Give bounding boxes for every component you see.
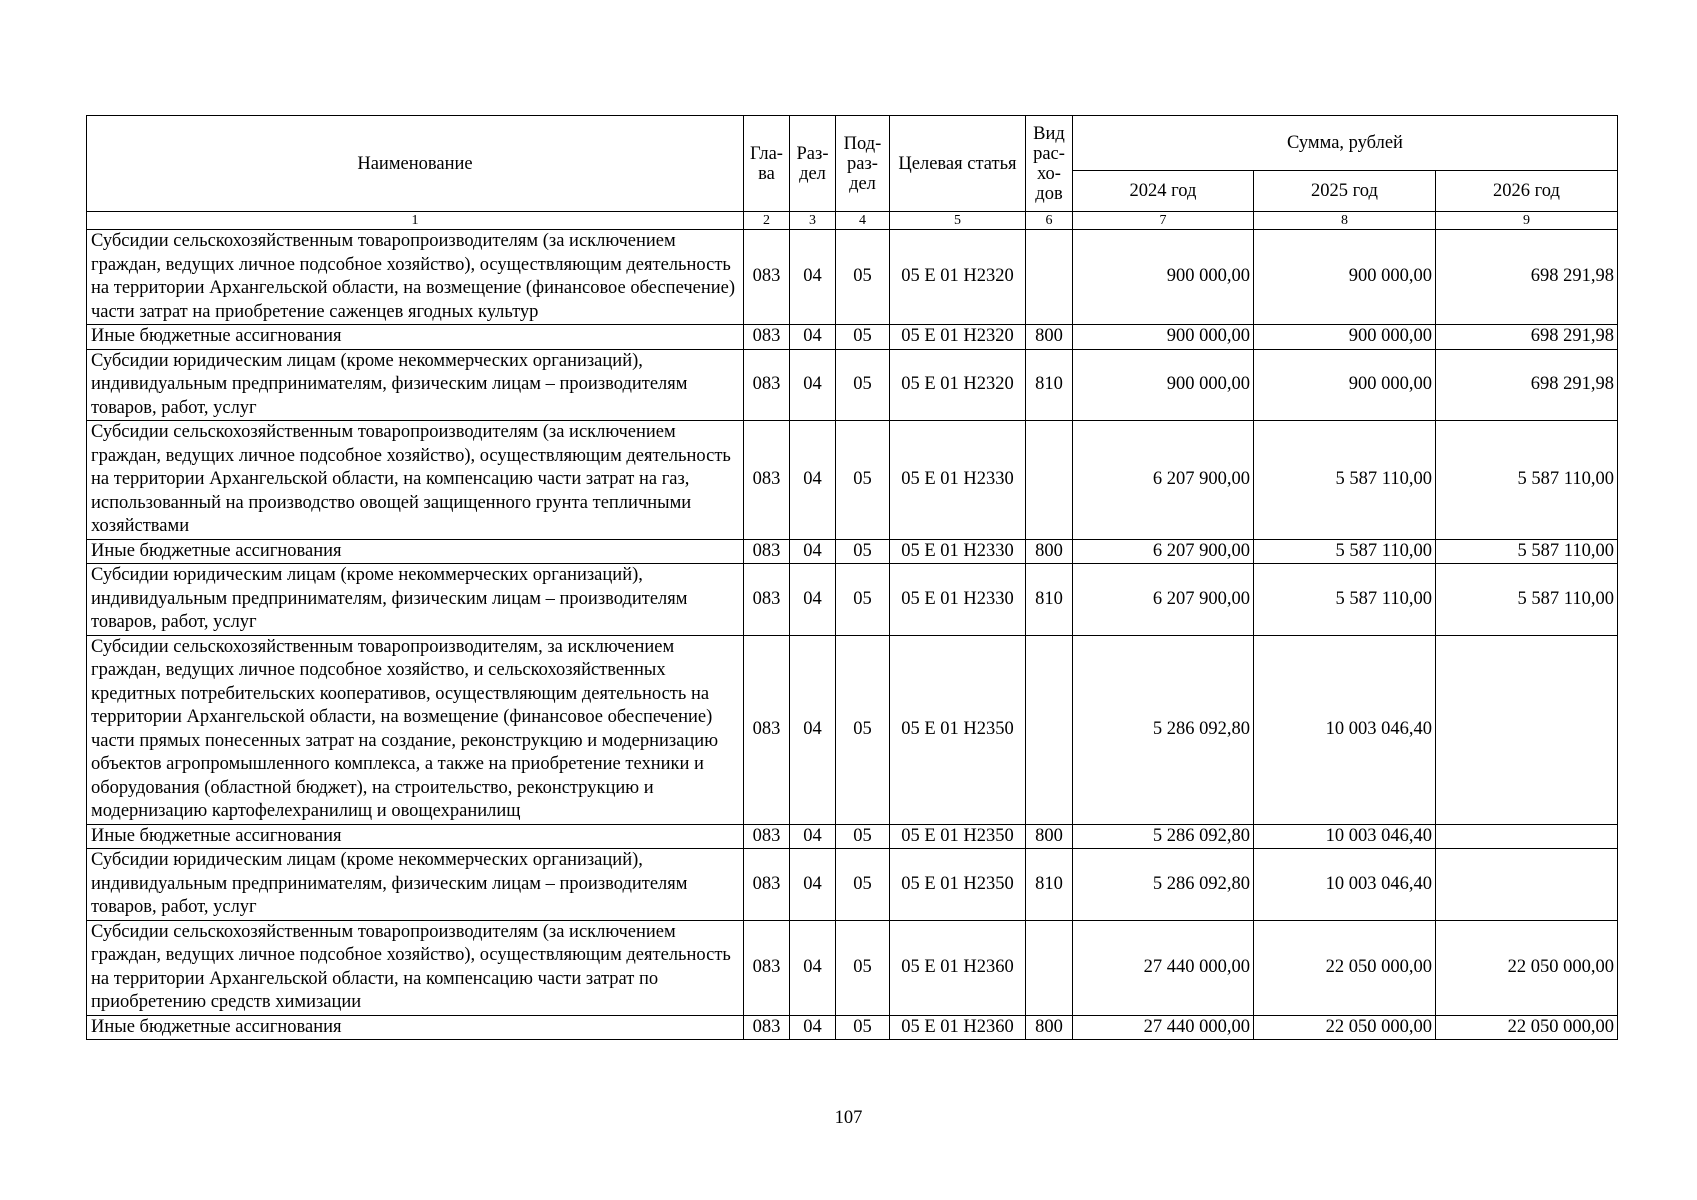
row-podrazdel: 05 bbox=[836, 635, 890, 824]
row-razdel: 04 bbox=[790, 1015, 836, 1040]
table-row bbox=[87, 325, 1618, 350]
row-name: Субсидии сельскохозяйственным товаропроизводителям, за исключением граждан, ведущих личное подсобное хозяйство, и сельскохозяйственных кредитных потребительских кооперативов, осуществляющим деятельность на территории Архангельской области, на возмещение (финансовое обеспечение) части прямых понесенных затрат на создание, реконструкцию и модернизацию объектов агропромышленного комплекса, а также на приобретение техники и оборудования (областной бюджет), на строительство, реконструкцию и модернизацию картофелехранилищ и овощехранилищ bbox=[87, 635, 744, 824]
row-vid-rashodov: 800 bbox=[1026, 325, 1073, 350]
row-name: Субсидии сельскохозяйственным товаропроизводителям (за исключением граждан, ведущих личное подсобное хозяйство), осуществляющим деятельность на территории Архангельской области, на компенсацию части затрат по приобретению средств химизации bbox=[87, 920, 744, 1015]
row-glava: 083 bbox=[744, 230, 790, 325]
table-body bbox=[87, 230, 1618, 1040]
row-amount-2024: 6 207 900,00 bbox=[1073, 564, 1254, 636]
row-amount-2025: 22 050 000,00 bbox=[1254, 1015, 1436, 1040]
column-number: 6 bbox=[1026, 212, 1073, 230]
row-glava: 083 bbox=[744, 564, 790, 636]
row-amount-2026: 698 291,98 bbox=[1436, 325, 1618, 350]
row-celevaya-statya: 05 Е 01 Н2330 bbox=[890, 539, 1026, 564]
row-podrazdel: 05 bbox=[836, 849, 890, 921]
row-amount-2025: 5 587 110,00 bbox=[1254, 564, 1436, 636]
row-amount-2026 bbox=[1436, 635, 1618, 824]
row-glava: 083 bbox=[744, 1015, 790, 1040]
row-name: Субсидии юридическим лицам (кроме некоммерческих организаций), индивидуальным предпринимателям, физическим лицам – производителям товаров, работ, услуг bbox=[87, 349, 744, 421]
row-podrazdel: 05 bbox=[836, 230, 890, 325]
row-name: Субсидии юридическим лицам (кроме некоммерческих организаций), индивидуальным предпринимателям, физическим лицам – производителям товаров, работ, услуг bbox=[87, 849, 744, 921]
row-glava: 083 bbox=[744, 421, 790, 540]
row-amount-2026: 22 050 000,00 bbox=[1436, 920, 1618, 1015]
row-glava: 083 bbox=[744, 849, 790, 921]
row-razdel: 04 bbox=[790, 349, 836, 421]
budget-table bbox=[86, 115, 1618, 1040]
table-header bbox=[87, 116, 1618, 230]
row-amount-2025: 5 587 110,00 bbox=[1254, 539, 1436, 564]
row-glava: 083 bbox=[744, 824, 790, 849]
header-podrazdel: Под-раз-дел bbox=[836, 116, 890, 212]
row-podrazdel: 05 bbox=[836, 421, 890, 540]
row-amount-2025: 900 000,00 bbox=[1254, 230, 1436, 325]
row-amount-2024: 5 286 092,80 bbox=[1073, 635, 1254, 824]
row-amount-2026 bbox=[1436, 824, 1618, 849]
row-vid-rashodov: 800 bbox=[1026, 824, 1073, 849]
row-amount-2024: 5 286 092,80 bbox=[1073, 824, 1254, 849]
row-name: Иные бюджетные ассигнования bbox=[87, 1015, 744, 1040]
table-row bbox=[87, 635, 1618, 824]
row-amount-2026: 5 587 110,00 bbox=[1436, 539, 1618, 564]
row-razdel: 04 bbox=[790, 325, 836, 350]
row-podrazdel: 05 bbox=[836, 349, 890, 421]
row-amount-2026: 698 291,98 bbox=[1436, 230, 1618, 325]
table-row bbox=[87, 539, 1618, 564]
row-celevaya-statya: 05 Е 01 Н2320 bbox=[890, 325, 1026, 350]
row-celevaya-statya: 05 Е 01 Н2350 bbox=[890, 824, 1026, 849]
row-vid-rashodov bbox=[1026, 421, 1073, 540]
header-celevaya-statya: Целевая статья bbox=[890, 116, 1026, 212]
row-amount-2026: 5 587 110,00 bbox=[1436, 421, 1618, 540]
row-amount-2024: 900 000,00 bbox=[1073, 230, 1254, 325]
header-year-2025: 2025 год bbox=[1254, 171, 1436, 212]
row-amount-2026: 22 050 000,00 bbox=[1436, 1015, 1618, 1040]
row-celevaya-statya: 05 Е 01 Н2320 bbox=[890, 349, 1026, 421]
row-vid-rashodov bbox=[1026, 635, 1073, 824]
header-vid-rashodov: Вид рас-хо-дов bbox=[1026, 116, 1073, 212]
row-amount-2024: 27 440 000,00 bbox=[1073, 920, 1254, 1015]
row-podrazdel: 05 bbox=[836, 539, 890, 564]
row-razdel: 04 bbox=[790, 920, 836, 1015]
row-amount-2025: 10 003 046,40 bbox=[1254, 635, 1436, 824]
column-number: 1 bbox=[87, 212, 744, 230]
row-amount-2024: 900 000,00 bbox=[1073, 325, 1254, 350]
row-razdel: 04 bbox=[790, 824, 836, 849]
budget-table-container bbox=[86, 115, 1618, 1040]
column-number: 5 bbox=[890, 212, 1026, 230]
table-row bbox=[87, 230, 1618, 325]
row-razdel: 04 bbox=[790, 421, 836, 540]
row-podrazdel: 05 bbox=[836, 824, 890, 849]
row-name: Иные бюджетные ассигнования bbox=[87, 824, 744, 849]
table-row bbox=[87, 564, 1618, 636]
row-amount-2025: 5 587 110,00 bbox=[1254, 421, 1436, 540]
row-celevaya-statya: 05 Е 01 Н2360 bbox=[890, 920, 1026, 1015]
row-podrazdel: 05 bbox=[836, 1015, 890, 1040]
table-row bbox=[87, 920, 1618, 1015]
row-amount-2024: 27 440 000,00 bbox=[1073, 1015, 1254, 1040]
row-name: Субсидии юридическим лицам (кроме некоммерческих организаций), индивидуальным предпринимателям, физическим лицам – производителям товаров, работ, услуг bbox=[87, 564, 744, 636]
row-celevaya-statya: 05 Е 01 Н2350 bbox=[890, 849, 1026, 921]
table-row bbox=[87, 421, 1618, 540]
row-amount-2024: 6 207 900,00 bbox=[1073, 421, 1254, 540]
header-summa: Сумма, рублей bbox=[1073, 116, 1618, 171]
column-number: 8 bbox=[1254, 212, 1436, 230]
row-amount-2024: 6 207 900,00 bbox=[1073, 539, 1254, 564]
header-year-2024: 2024 год bbox=[1073, 171, 1254, 212]
row-amount-2024: 5 286 092,80 bbox=[1073, 849, 1254, 921]
row-amount-2026: 5 587 110,00 bbox=[1436, 564, 1618, 636]
row-celevaya-statya: 05 Е 01 Н2320 bbox=[890, 230, 1026, 325]
row-vid-rashodov: 810 bbox=[1026, 349, 1073, 421]
table-row bbox=[87, 824, 1618, 849]
header-year-2026: 2026 год bbox=[1436, 171, 1618, 212]
row-celevaya-statya: 05 Е 01 Н2360 bbox=[890, 1015, 1026, 1040]
row-celevaya-statya: 05 Е 01 Н2330 bbox=[890, 421, 1026, 540]
column-number: 3 bbox=[790, 212, 836, 230]
row-amount-2026: 698 291,98 bbox=[1436, 349, 1618, 421]
row-amount-2025: 900 000,00 bbox=[1254, 325, 1436, 350]
row-vid-rashodov bbox=[1026, 920, 1073, 1015]
row-glava: 083 bbox=[744, 325, 790, 350]
column-number: 4 bbox=[836, 212, 890, 230]
row-vid-rashodov bbox=[1026, 230, 1073, 325]
row-podrazdel: 05 bbox=[836, 325, 890, 350]
table-row bbox=[87, 349, 1618, 421]
row-vid-rashodov: 810 bbox=[1026, 564, 1073, 636]
table-row bbox=[87, 849, 1618, 921]
row-podrazdel: 05 bbox=[836, 564, 890, 636]
row-amount-2024: 900 000,00 bbox=[1073, 349, 1254, 421]
row-razdel: 04 bbox=[790, 564, 836, 636]
header-glava: Гла-ва bbox=[744, 116, 790, 212]
header-name: Наименование bbox=[87, 116, 744, 212]
row-razdel: 04 bbox=[790, 635, 836, 824]
row-amount-2026 bbox=[1436, 849, 1618, 921]
table-row bbox=[87, 1015, 1618, 1040]
row-name: Иные бюджетные ассигнования bbox=[87, 325, 744, 350]
row-name: Иные бюджетные ассигнования bbox=[87, 539, 744, 564]
row-glava: 083 bbox=[744, 635, 790, 824]
column-number: 9 bbox=[1436, 212, 1618, 230]
row-glava: 083 bbox=[744, 920, 790, 1015]
column-number: 2 bbox=[744, 212, 790, 230]
row-podrazdel: 05 bbox=[836, 920, 890, 1015]
page-number: 107 bbox=[834, 1108, 863, 1128]
row-vid-rashodov: 800 bbox=[1026, 1015, 1073, 1040]
row-razdel: 04 bbox=[790, 849, 836, 921]
column-number: 7 bbox=[1073, 212, 1254, 230]
row-razdel: 04 bbox=[790, 539, 836, 564]
row-celevaya-statya: 05 Е 01 Н2350 bbox=[890, 635, 1026, 824]
row-amount-2025: 10 003 046,40 bbox=[1254, 824, 1436, 849]
row-amount-2025: 10 003 046,40 bbox=[1254, 849, 1436, 921]
row-glava: 083 bbox=[744, 349, 790, 421]
header-razdel: Раз-дел bbox=[790, 116, 836, 212]
row-vid-rashodov: 800 bbox=[1026, 539, 1073, 564]
column-numbers-row bbox=[87, 212, 1618, 230]
row-amount-2025: 900 000,00 bbox=[1254, 349, 1436, 421]
row-razdel: 04 bbox=[790, 230, 836, 325]
row-amount-2025: 22 050 000,00 bbox=[1254, 920, 1436, 1015]
row-name: Субсидии сельскохозяйственным товаропроизводителям (за исключением граждан, ведущих личное подсобное хозяйство), осуществляющим деятельность на территории Архангельской области, на возмещение (финансовое обеспечение) части затрат на приобретение саженцев ягодных культур bbox=[87, 230, 744, 325]
row-glava: 083 bbox=[744, 539, 790, 564]
row-vid-rashodov: 810 bbox=[1026, 849, 1073, 921]
row-celevaya-statya: 05 Е 01 Н2330 bbox=[890, 564, 1026, 636]
row-name: Субсидии сельскохозяйственным товаропроизводителям (за исключением граждан, ведущих личное подсобное хозяйство), осуществляющим деятельность на территории Архангельской области, на компенсацию части затрат на газ, использованный на производство овощей защищенного грунта тепличными хозяйствами bbox=[87, 421, 744, 540]
